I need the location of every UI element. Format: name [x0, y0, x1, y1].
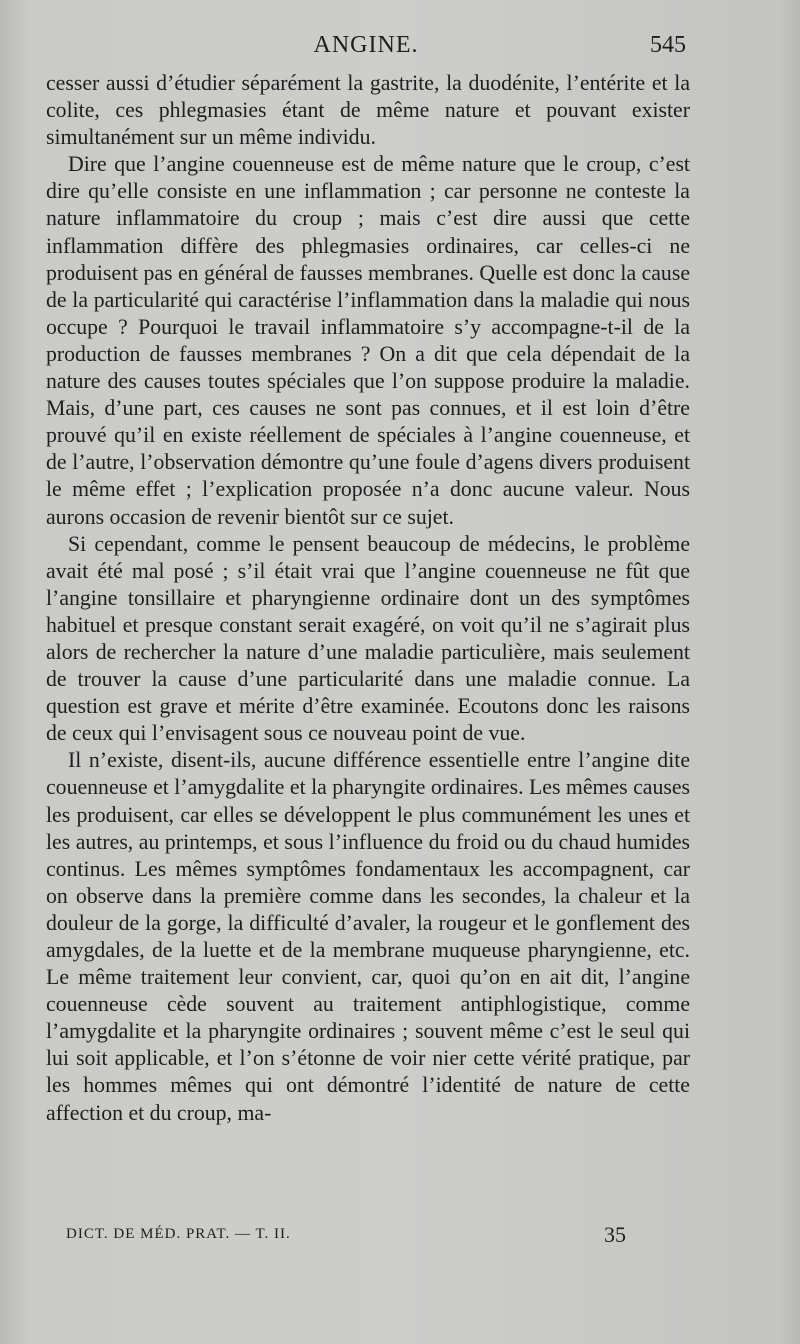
page-number: 545: [650, 32, 686, 58]
paragraph-3: Si cependant, comme le pensent beaucoup de médecins, le problème avait été mal posé ; s’il était vrai que l’angine couenneuse ne fût que l’angine tonsillaire et pharyngienne ordinaire dont un des symptômes habituel et presque constant serait exagéré, on voit qu’il ne s’agirait plus alors de rechercher la nature d’une maladie particulière, mais seulement de trouver la cause d’une particularité dans une maladie connue. La question est grave et mérite d’être examinée. Ecoutons donc les raisons de ceux qui l’envisagent sous ce nouveau point de vue.: [46, 531, 690, 746]
printer-signature: DICT. DE MÉD. PRAT. — T. II.: [66, 1226, 291, 1242]
paragraph-4: Il n’existe, disent-ils, aucune différence essentielle entre l’angine dite couenneuse et l’amygdalite et la pharyngite ordinaires. Les mêmes causes les produisent, car elles se développent le plus communément les unes et les autres, au printemps, et sous l’influence du froid ou du chaud humides continus. Les mêmes symptômes fondamentaux les accompagnent, car on observe dans la première comme dans les secondes, la chaleur et la douleur de la gorge, la difficulté d’avaler, la rougeur et le gonflement des amygdales, de la luette et de la membrane muqueuse pharyngienne, etc. Le même traitement leur convient, car, quoi qu’on en ait dit, l’angine couenneuse cède souvent au traitement antiphlogistique, comme l’amygdalite et la pharyngite ordinaires ; souvent même c’est le seul qui lui soit applicable, et l’on s’étonne de voir nier cette vérité pratique, par les hommes mêmes qui ont démontré l’identité de nature de cette affection et du croup, ma-: [46, 748, 690, 1125]
signature-mark: 35: [604, 1222, 626, 1247]
page-footer: [66, 1222, 626, 1252]
page-header: [46, 32, 686, 66]
paragraph-2: Dire que l’angine couenneuse est de même nature que le croup, c’est dire qu’elle consiste en une inflammation ; car personne ne conteste la nature inflammatoire du croup ; mais c’est dire aussi que cette inflammation diffère des phlegmasies ordinaires, car celles-ci ne produisent pas en général de fausses membranes. Quelle est donc la cause de la particularité qui caractérise l’inflammation dans la maladie qui nous occupe ? Pourquoi le travail inflammatoire s’y accompagne-t-il de la production de fausses membranes ? On a dit que cela dépendait de la nature des causes toutes spéciales que l’on suppose produire la maladie. Mais, d’une part, ces causes ne sont pas connues, et il est loin d’être prouvé qu’il en existe réellement de spéciales à l’angine couenneuse, et de l’autre, l’observation démontre qu’une foule d’agens divers produisent le même effet ; l’explication proposée n’a donc aucune valeur. Nous aurons occasion de revenir bientôt sur ce sujet.: [46, 152, 690, 529]
running-head: ANGINE.: [313, 32, 419, 58]
body-text: [46, 70, 690, 1127]
paragraph-1: cesser aussi d’étudier séparément la gastrite, la duodénite, l’entérite et la colite, ces phlegmasies étant de même nature et pouvant exister simultanément sur un même individu.: [46, 71, 690, 150]
